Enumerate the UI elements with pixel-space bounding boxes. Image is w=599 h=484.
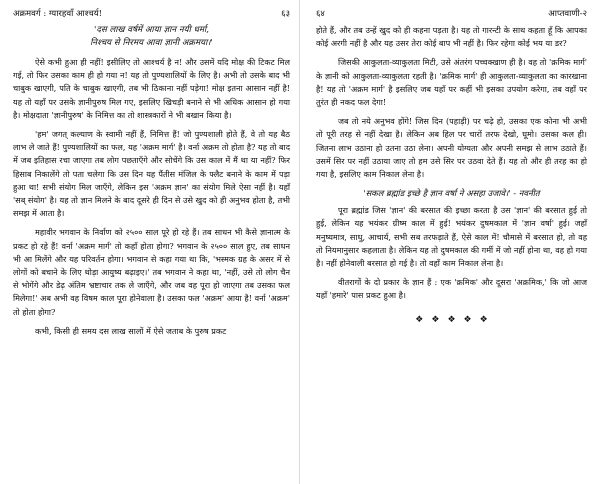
left-paragraph: ऐसे कभी हुआ ही नहीं! इसीलिए तो आश्चर्य है न! और उसमें यदि मोक्ष की टिकट मिल गई, तो फिर उसका काम ही हो गया न! यह तो पुण्यशालियों के लिए है। अभी तो उसके बाद भी चाबुक खाएगी, पति के चाबुक खाएगी, तब भी ठिकाना नहीं पड़ेगा! मोक्ष इतना आसान नहीं है! यह तो यहाँ पर उसके ज्ञानीपुरुष मिल गए, इसलिए खिचड़ी बनाने से भी अधिक आसान हो गया है। मोक्षदाता 'ज्ञानीपुरुष' के निमित्त का तो शास्त्रकारों ने भी बखान किया है। bbox=[13, 57, 290, 120]
ornament-icon: ❖ bbox=[431, 314, 440, 325]
right-paragraph: जब तो नये अनुभव होंगे! जिस दिन (पहाड़ी) पर चढ़े हो, उसका एक कोना भी अभी तो पूरी तरह से नहीं देखा है। लेकिन अब हिल पर चारों तरफ देखो, घूमो। उसका कल ही। जितना लाभ उठाना हो उतना उठा लेना। अपनी योग्यता और अपनी समझ से लाभ उठाते हैं। उसमें सिर पर नहीं उठाया जाए तो हम उसे सिर पर उठवा देते हैं। यह तो और ही तरह का हो गया है, इसलिए काम निकाल लेना है। bbox=[316, 116, 587, 180]
right-quote: 'सकल ब्रह्मांड इच्छे है ज्ञान वर्षा ने असहा उजावे।' - नवनीत bbox=[363, 188, 540, 199]
left-epigraph bbox=[13, 24, 290, 50]
ornament-icon: ❖ bbox=[447, 314, 456, 325]
right-page-number: ६४ bbox=[316, 9, 325, 19]
right-page bbox=[300, 0, 599, 484]
left-running-header bbox=[13, 8, 290, 20]
section-end-ornament bbox=[316, 315, 587, 325]
epigraph-line: 'दस लाख वर्षमें आया ज्ञान नयी धर्मा, bbox=[94, 25, 209, 35]
right-header-title: आप्तवाणी-२ bbox=[548, 9, 587, 19]
left-header-title: अक्रमवर्ग : ग्यारहवाँ आश्चर्य! bbox=[13, 9, 103, 19]
left-paragraph: 'हम' जगत् कल्याण के स्वामी नहीं हैं, निमित्त हैं! जो पुण्यशाली होते हैं, वे तो यह बैठ लाभ ले जाते हैं! पुण्यशालियों का फल, यह 'अक्रम मार्ग' है। वर्ना अक्रम तो होता है? यह तो बाद में जब इतिहास रचा जाएगा तब लोग पछताएँगे और सोचेंगे कि उस काल में मैं था या नहीं? फिर हिसाब निकालेंगे तो पता चलेगा कि उस दिन यह पैंतीस मंजिल के फ्लैट बनाने के काम में पड़ा हुआ था! सभी संयोग मिल जाएँगे, लेकिन इस 'अक्रम ज्ञान' का संयोग मिले ऐसा नहीं है। यहाँ 'सब् संयोग' है। यह तो ज्ञान मिलने के बाद दूसरे ही दिन से उसे खुद को ही अनुभव होता है, तभी समझ में आता है। bbox=[13, 129, 290, 219]
right-paragraph: जिसकी आकुलता-व्याकुलता मिटी, उसे अंतरंग पच्चक्खाण ही है। वह तो 'क्रमिक मार्ग' के ज्ञानी को आकुलता-व्याकुलता रहती है। 'क्रमिक मार्ग' ही आकुलता-व्याकुलता का कारखाना है! यह तो 'अक्रम मार्ग' है इसलिए जब यहाँ पर कहीं भी इसका उपयोग करेगा, तब वहाँ पर तुरंत ही नकद फल देगा! bbox=[316, 57, 587, 108]
left-paragraph: महावीर भगवान के निर्वाण को २५०० साल पूरे हो रहे हैं। तब साधन भी कैसे ज्ञानात्म के प्रकट हो रहे हैं! वर्ना 'अक्रम मार्ग' तो कहाँ होता होगा? भगवान के २५०० साल हुए, तब साधन भी आ मिलेंगे और यह परिवर्तन होगा। भगवान से कहा गया था कि, 'भस्मक ग्रह के असर में से लोगों को बचाने के लिए थोड़ा आयुष्य बढ़ाइए।' तब भगवान ने कहा था, 'नहीं, उसे तो लोग चैन से भोगेंगे और डेढ़ अंतिम भ्रष्टाचार तक ले जाएँगे, और जब वह पूरा हो जाएगा तब उसका फल मिलेगा!' अब अभी वह विषम काल पूरा होनेवाला है। उसका फल 'अक्रम' आया है! वर्ना 'अक्रम' तो होता होगा? bbox=[13, 227, 290, 317]
ornament-icon: ❖ bbox=[415, 314, 424, 325]
left-paragraph: कभी, किसी ही समय दस लाख सालों में ऐसे जताब के पुरुष प्रकट bbox=[35, 325, 227, 336]
ornament-icon: ❖ bbox=[479, 314, 488, 325]
right-paragraph: होते हैं, और तब उन्हें खुद को ही कहना पड़ता है। यह तो गारन्टी के साथ कहता हूँ कि आपका कोई अरगी नहीं है और यह उसर तेरा कोई बाप भी नहीं है। फिर रहेगा कोई भय या डर? bbox=[316, 25, 587, 49]
epigraph-line: निश्चय से निरमय आवा ज्ञानी अक्रमया।' bbox=[90, 38, 213, 48]
ornament-icon: ❖ bbox=[463, 314, 472, 325]
right-paragraph: पूरा ब्रह्मांड जिस 'ज्ञान' की बरसात की इच्छा करता है उस 'ज्ञान' की बरसात हुई तो हुई, लेकिन यह भयंकर ग्रीष्म काल में हुई! भयंकर दुषमकाल में 'ज्ञान वर्षा' हुई। जहाँ मनुष्यमात्र, साधु, आचार्य, सभी सब तरफड़ाते हैं, ऐसे काल में! चौमासे में बरसात हो, तो वह तो नियमानुसार कहलाता है। लेकिन यह तो दुषमकाल की गर्मी में जो नहीं होना था, वह हो गया है। नहीं होनेवाली बरसात हो गई है। तो वहाँ काम निकाल लेना है। bbox=[316, 205, 587, 269]
right-paragraph: वीतरागों के दो प्रकार के ज्ञान हैं : एक 'क्रमिक' और दूसरा 'अक्रमिक,' कि जो आज यहाँ 'हमारे' पास प्रकट हुआ है। bbox=[316, 277, 587, 301]
right-running-header bbox=[316, 8, 587, 20]
left-page-number: ६३ bbox=[281, 9, 290, 19]
